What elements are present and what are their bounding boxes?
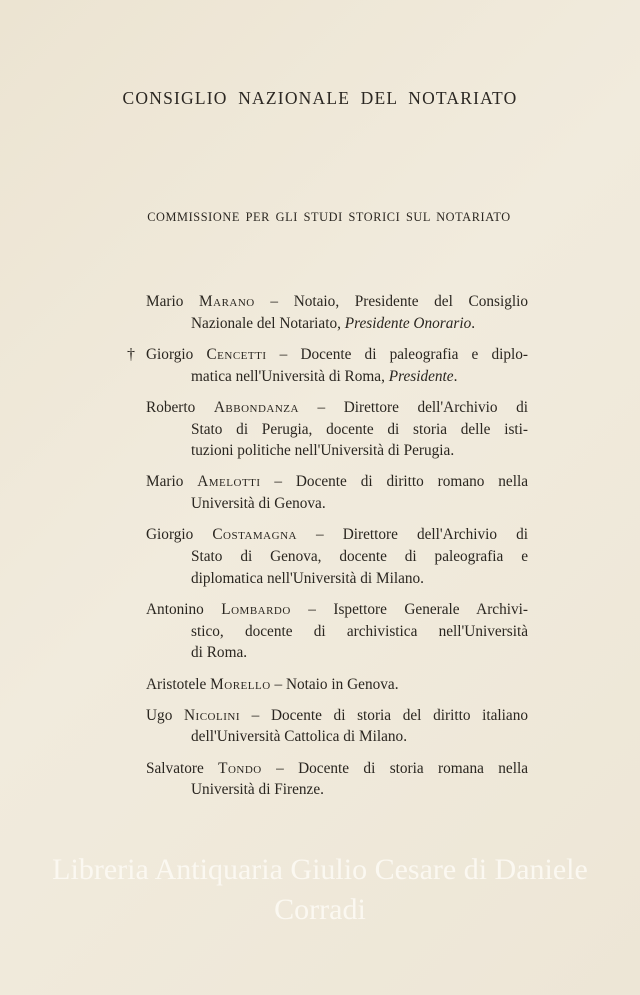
member-role-italic: Presidente Onorario	[344, 314, 472, 332]
entry-line	[146, 344, 528, 366]
entry-line	[146, 291, 528, 313]
entry-text: Aristotele	[146, 675, 211, 693]
entry-text: – Docente di paleografia e diplo-	[266, 345, 529, 363]
member-entry	[146, 397, 528, 462]
member-surname: Cencetti	[206, 345, 267, 363]
entry-text: – Notaio in Genova.	[270, 675, 399, 693]
member-entry	[146, 291, 528, 334]
entry-text: – Notaio, Presidente del Consiglio	[254, 293, 528, 310]
entry-text: Mario	[146, 293, 200, 310]
entry-text: di Roma.	[191, 644, 248, 662]
entry-line	[191, 440, 528, 462]
member-entry	[146, 524, 528, 589]
entry-text: Roberto	[146, 398, 214, 416]
entry-line	[191, 621, 528, 643]
entry-text: – Direttore dell'Archivio di	[296, 526, 528, 544]
member-surname: Abbondanza	[213, 398, 299, 416]
member-surname: Morello	[210, 675, 271, 693]
entry-line	[146, 674, 528, 696]
entry-text: Giorgio	[146, 526, 213, 544]
member-entry	[146, 471, 528, 514]
entry-line	[191, 568, 528, 590]
entry-text: .	[453, 367, 458, 385]
entry-line	[146, 524, 528, 546]
entry-line	[191, 779, 528, 801]
member-surname: Marano	[199, 293, 255, 310]
entry-text: Ugo	[146, 706, 184, 724]
member-entry	[146, 674, 528, 696]
entry-line	[191, 366, 528, 388]
entry-text: – Ispettore Generale Archivi-	[290, 600, 528, 618]
entry-text: – Docente di storia del diritto italiano	[239, 706, 528, 724]
entry-text: – Direttore dell'Archivio di	[298, 398, 528, 416]
entry-text: Antonino	[146, 600, 222, 618]
entry-line	[191, 726, 528, 748]
entry-text: Università di Firenze.	[191, 781, 324, 799]
entry-line	[146, 705, 528, 727]
entry-line	[146, 471, 528, 493]
entry-text: diplomatica nell'Università di Milano.	[191, 569, 425, 587]
watermark: Libreria Antiquaria Giulio Cesare di Daniele Corradi	[52, 853, 588, 926]
entry-line	[191, 546, 528, 568]
entry-line	[191, 419, 528, 441]
entry-text: Stato di Perugia, docente di storia delle isti-	[191, 420, 528, 438]
entry-text: dell'Università Cattolica di Milano.	[191, 728, 408, 746]
entry-line	[191, 313, 528, 335]
entry-text: Stato di Genova, docente di paleografia e	[191, 548, 528, 566]
page-title: CONSIGLIO NAZIONALE DEL NOTARIATO	[122, 88, 518, 108]
entry-text: matica nell'Università di Roma,	[191, 367, 389, 385]
member-entry	[127, 344, 529, 387]
entry-line	[146, 599, 528, 621]
commission-heading: COMMISSIONE PER GLI STUDI STORICI SUL NOTARIATO	[147, 210, 511, 224]
member-surname: Amelotti	[197, 473, 261, 491]
member-surname: Lombardo	[221, 600, 291, 618]
member-list	[127, 291, 529, 811]
member-entry	[146, 758, 528, 801]
entry-line	[146, 397, 528, 419]
entry-line	[191, 493, 528, 515]
entry-line	[146, 758, 528, 780]
deceased-dagger-mark: †	[127, 345, 135, 363]
entry-text: .	[471, 314, 476, 332]
entry-text: – Docente di diritto romano nella	[260, 473, 528, 491]
entry-text: tuzioni politiche nell'Università di Perugia.	[191, 442, 455, 460]
entry-text: Giorgio	[146, 345, 207, 363]
member-entry	[146, 705, 528, 748]
member-surname: Nicolini	[184, 706, 240, 724]
entry-text: stico, docente di archivistica nell'Università	[191, 622, 528, 640]
entry-line	[191, 642, 528, 664]
member-surname: Costamagna	[212, 526, 297, 544]
entry-text: Mario	[146, 473, 198, 491]
entry-text: Università di Genova.	[191, 495, 326, 513]
entry-text: Salvatore	[146, 759, 219, 777]
member-entry	[146, 599, 528, 664]
member-surname: Tondo	[218, 759, 262, 777]
member-role-italic: Presidente	[388, 367, 454, 385]
entry-text: Nazionale del Notariato,	[191, 314, 345, 332]
entry-text: – Docente di storia romana nella	[261, 759, 528, 777]
